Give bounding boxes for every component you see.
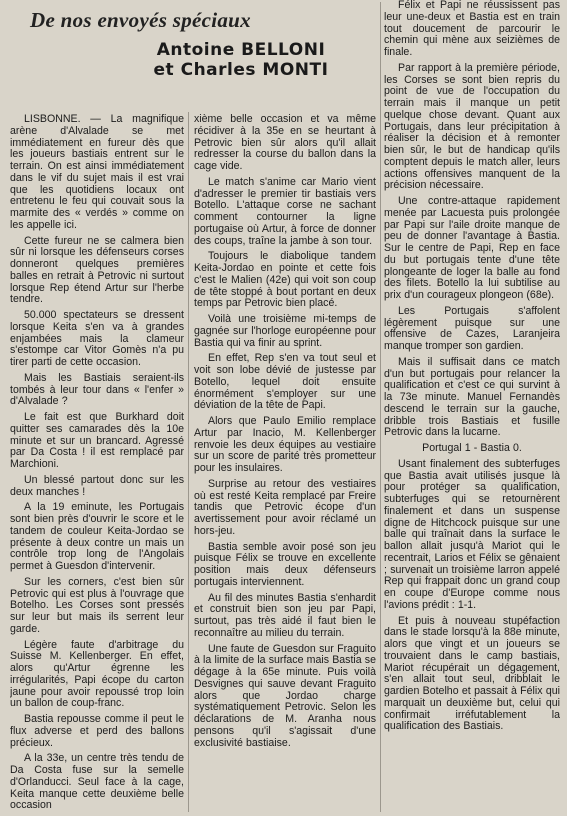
paragraph: Bastia repousse comme il peut le flux adverse et perd des ballons précieux. (10, 713, 184, 749)
paragraph: Et puis à nouveau stupéfaction dans le stade lorsqu'à la 88e minute, alors que vingt et un joueurs se trouvaient dans le camp bastiais, Mariot récupérait un dégagement, s'en allait tout seul, dribblait le gardien Botelho et passait à Félix qui marquait un deuxième but, celui qui confirmait irréfutablement la qualification des Bastiais. (384, 614, 560, 733)
paragraph: Mais il suffisait dans ce match d'un but portugais pour relancer la qualification et c'est ce qui survint à la 73e minute. Manuel Fernandès descend le terrain sur la gauche, dribble trois Bastiais et fusille Petrovic dans la lucarne. (384, 355, 560, 439)
paragraph: Une faute de Guesdon sur Fraguito à la limite de la surface mais Bastia se dégage à la 65e minute. Puis voilà Desvignes qui sauve devant Fraguito alors que Jordao charge systématiquement Petrovic. Selon les déclarations de M. Aranha nous pensons qu'il s'agissait d'une exclusivité bastiaise. (194, 642, 376, 749)
paragraph: Toujours le diabolique tandem Keita-Jordao en pointe et cette fois c'est le Malien (42e) qui voit son coup de tête stoppé à bout portant en deux temps par Petrovic bien placé. (194, 250, 376, 310)
paragraph: Au fil des minutes Bastia s'enhardit et construit bien son jeu par Papi, surtout, pas très aidé il faut bien le reconnaître au milieu du terrain. (194, 591, 376, 639)
paragraph: Usant finalement des subterfuges que Bastia avait utilisés jusque là pour protéger sa qualification, subterfuges qui se retournèrent finalement et dans un suspense digne de Hitchcock puisque sur une balle qui traînait dans la surface le ballon allait jusqu'à Mariot qui le recentrait, Larios et Félix se gênaient ; survenait un troisième larron appelé Rep qui frappait donc un grand coup en coupe d'Europe comme nous l'avions prédit : 1-1. (384, 457, 560, 611)
paragraph: Félix et Papi ne réussissent pas leur une-deux et Bastia est en train tout doucement de parcourir le chemin qui mène aux seizièmes de finale. (384, 0, 560, 58)
paragraph: En effet, Rep s'en va tout seul et voit son lobe dévié de justesse par Botello, lequel doit ensuite énormément s'employer sur une déviation de la tête de Papi. (194, 352, 376, 412)
author-byline-1: Antoine BELLONI (156, 40, 326, 60)
author-byline-2: et Charles MONTI (153, 60, 329, 80)
column-divider (188, 112, 189, 812)
paragraph: Une contre-attaque rapidement menée par Lacuesta puis prolongée par Papi sur l'aile droite manque de peu de donner l'avantage à Bastia. Sur le centre de Papi, Rep en face du but portugais tente d'une tête plongeante de loger la balle au fond des filets. Botello la lui subtilise au prix d'un courageux plongeon (68e). (384, 195, 560, 301)
paragraph: Le fait est que Burkhard doit quitter ses camarades dès la 10e minute et sur un brancard. Agressé par Da Costa ! il est remplacé par Marchioni. (10, 411, 184, 470)
paragraph: LISBONNE. — La magnifique arène d'Alvalade se met immédiatement en fureur dès que les joueurs bastiais entrent sur le terrain. On est ainsi immédiatement dans le vif du sujet mais il est vrai que les quotidiens locaux ont entretenu le feu qui couvait sous la marmite des « verdés » comme on les appelle ici. (10, 114, 184, 231)
paragraph: Mais les Bastiais seraient-ils tombés à leur tour dans « l'enfer » d'Alvalade ? (10, 371, 184, 408)
paragraph: Cette fureur ne se calmera bien sûr ni lorsque les défenseurs corses donneront quelques premières balles en retrait à Petrovic ni surtout lorsque Rep étend Artur sur l'herbe tendre. (10, 234, 184, 306)
paragraph: A la 33e, un centre très tendu de Da Costa fuse sur la semelle d'Orlanducci. Seul face à la cage, Keita manque cette deuxième belle occasion (10, 752, 184, 812)
paragraph: 50.000 spectateurs se dressent lorsque Keita s'en va à grandes enjambées mais la clameur s'estompe car Vitor Gomès n'a pu tirer parti de cette occasion. (10, 309, 184, 368)
article-column-3 (384, 0, 560, 814)
paragraph: Par rapport à la première période, les Corses se sont bien repris du point de vue de l'occupation du terrain mais il manque un petit quelque chose devant. Quant aux Portugais, dans leur précipitation à réaliser la décision et à remonter bien sûr, le but de handicap qu'ils comptent depuis le match aller, leurs actions offensives manquent de la précision nécessaire. (384, 61, 560, 192)
score-line: Portugal 1 - Bastia 0. (422, 442, 522, 454)
kicker-headline: De nos envoyés spéciaux (30, 8, 251, 32)
paragraph: Légère faute d'arbitrage du Suisse M. Kellenberger. En effet, alors qu'Artur égrenne les irrégularités, Papi écope du carton jaune pour avoir repoussé trop loin un ballon de coup-franc. (10, 638, 184, 710)
paragraph: Les Portugais s'affolent légèrement puisque sur une offensive de Cazes, Laranjeira manque tromper son gardien. (384, 304, 560, 352)
paragraph: Alors que Paulo Emilio remplace Artur par Inacio, M. Kellenberger renvoie les deux équipes au vestiaire sur un score de parité très prometteur pour les insulaires. (194, 415, 376, 474)
paragraph: Surprise au retour des vestiaires où est resté Keita remplacé par Freire tandis que Petrovic écope d'un avertissement pour avoir réclamé un hors-jeu. (194, 477, 376, 537)
paragraph: xième belle occasion et va même récidiver à la 35e en se heurtant à Petrovic bien sûr alors qu'il allait redresser la course du ballon dans la cage vide. (194, 114, 376, 172)
column-divider (380, 2, 381, 812)
paragraph: Un blessé partout donc sur les deux manches ! (10, 473, 184, 498)
article-column-2 (194, 114, 376, 814)
article-column-1 (10, 114, 184, 814)
paragraph: A la 19 eminute, les Portugais sont bien près d'ouvrir le score et le tandem de couleur Keita-Jordao se présente à deux contre un mais un contrôle trop long de l'Angolais permet à Guesdon d'intervenir. (10, 501, 184, 572)
paragraph: Le match s'anime car Mario vient d'adresser le premier tir bastiais vers Botello. L'attaque corse ne sachant comment contourner la ligne portugaise où Artur, à force de donner des coups, traîne la jambe à son tour. (194, 175, 376, 247)
paragraph: Sur les corners, c'est bien sûr Petrovic qui est plus à l'ouvrage que Botelho. Les Corses sont pressés sur leur but mais ils serrent leur garde. (10, 575, 184, 635)
paragraph: Bastia semble avoir posé son jeu puisque Félix se trouve en excellente position mais deux défenseurs portugais interviennent. (194, 540, 376, 588)
paragraph: Voilà une troisième mi-temps de gagnée sur l'horloge européenne pour Bastia qui va finir au sprint. (194, 313, 376, 349)
